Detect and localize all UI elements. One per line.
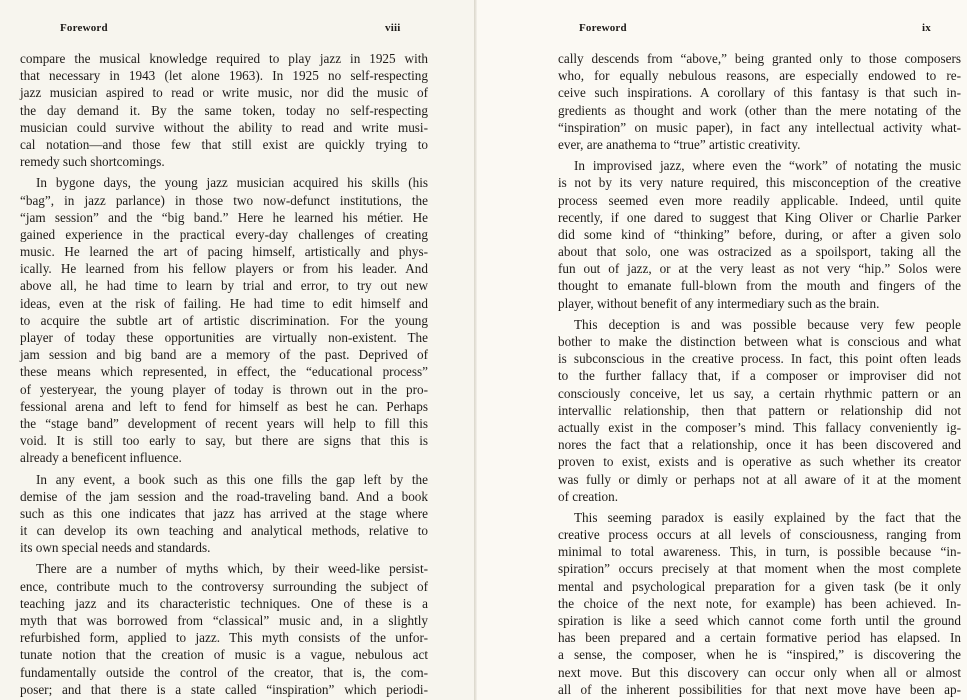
text-line: music. He learned the art of pacing himself, artistically and phys- xyxy=(20,244,428,260)
text-line: has been prepared and a certain formative period has elapsed. In xyxy=(558,630,961,646)
text-line: ence, contribute much to the controversy surrounding the subject of xyxy=(20,578,428,594)
text-line: musician could survive without the ability to read and write musi- xyxy=(20,119,428,135)
text-line: player, without benefit of any intermediary such as the brain. xyxy=(558,295,880,311)
text-line: ideas, even at the risk of failing. He had time to edit himself and xyxy=(20,295,428,311)
text-line: cal notation—and those few that still exist are quickly trying to xyxy=(20,136,428,152)
text-line: is subconscious in the creative process. In fact, this point often leads xyxy=(558,351,961,367)
text-line: myth that was borrowed from “classical” music and, in a slightly xyxy=(20,613,428,628)
right-page-number: ix xyxy=(922,22,931,34)
text-line: “inspiration” on music paper), in fact any intellectual activity what- xyxy=(558,119,961,135)
text-line: “bag”, in jazz parlance) in those two now-defunct institutions, the xyxy=(20,192,428,208)
text-line: compare the musical knowledge required to play jazz in 1925 with xyxy=(20,51,428,66)
text-line: minimal to total awareness. This, in turn, is possible because “in- xyxy=(558,544,961,560)
text-line: gained experience in the practical every-day challenges of creating xyxy=(20,226,428,242)
text-line: is not by its very nature required, this misconception of the creative xyxy=(558,175,961,191)
text-line: actually exist in the composer’s mind. This fallacy conveniently ig- xyxy=(558,419,961,435)
text-line: ever, are anathema to “true” artistic creativity. xyxy=(558,136,801,152)
right-running-header: Foreword xyxy=(579,22,627,34)
text-line: remedy such shortcomings. xyxy=(20,154,165,170)
text-line: already a beneficent influence. xyxy=(20,450,182,466)
text-line: the day demand it. By the same token, today no self-respecting xyxy=(20,102,428,118)
text-line: to the further fallacy that, if a composer or improviser did not xyxy=(558,368,961,384)
text-line: all of the inherent possibilities for that next move have been ap- xyxy=(558,681,961,697)
right-page-body xyxy=(558,50,961,698)
text-line: tunate notion that the creation of music is a vague, nebulous act xyxy=(20,647,428,663)
left-page-body xyxy=(20,50,428,698)
text-line: teaching jazz and its characteristic techniques. One of these is a xyxy=(20,595,428,611)
text-line: ceive such inspirations. A corollary of this fantasy is that such in- xyxy=(558,85,961,101)
text-line: to acquire the subtle art of artistic discrimination. For the young xyxy=(20,312,428,328)
text-line: intervallic relationship, then that pattern or relationship did not xyxy=(558,402,961,418)
text-line: these means which represented, in effect, the “educational process” xyxy=(20,364,428,380)
text-line: player of today these opportunities are virtually non-existent. The xyxy=(20,330,428,345)
text-line: recently, if one dared to suggest that King Oliver or Charlie Parker xyxy=(558,209,961,225)
text-line: was fully or dimly or perhaps not at all aware of it at the moment xyxy=(558,471,961,487)
text-line: next move. But this discovery can occur only when all or almost xyxy=(558,664,961,680)
text-line: jazz musician aspired to read or write music, nor did the music of xyxy=(20,85,428,101)
text-line: void. It is still too early to say, but there are signs that this is xyxy=(20,433,428,449)
text-line: bother to make the distinction between what is conscious and what xyxy=(558,334,961,349)
text-line: ically. He learned from his fellow players or from his leader. And xyxy=(20,261,428,277)
text-line: poser; and that there is a state called “inspiration” which periodi- xyxy=(20,681,428,697)
text-line: cally descends from “above,” being granted only to those composers xyxy=(558,51,961,66)
text-line: gredients as thought and work (other than the mere notating of the xyxy=(558,102,961,118)
text-line: about that solo, one was ostracized as a spoilsport, taking all the xyxy=(558,244,961,260)
text-line: of creation. xyxy=(558,488,619,504)
text-line: This deception is and was possible because very few people xyxy=(574,316,961,332)
text-line: demise of the jam session and the road-traveling band. And a book xyxy=(20,488,428,504)
text-line: above all, he had time to learn by trial and error, to try out new xyxy=(20,278,428,294)
text-line: spiration is like a seed which cannot come forth until the ground xyxy=(558,613,961,628)
text-line: thought to emanate full-blown from the mouth and fingers of the xyxy=(558,278,961,294)
text-line: fundamentally outside the control of the creator, that is, the com- xyxy=(20,664,428,680)
text-line: In improvised jazz, where even the “work” of notating the music xyxy=(574,158,961,174)
text-line: mental and psychological preparation for a given task (be it only xyxy=(558,578,961,594)
text-line: its own special needs and standards. xyxy=(20,540,211,556)
text-line: who, for equally nebulous reasons, are especially endowed to re- xyxy=(558,68,961,84)
right-page xyxy=(477,0,967,700)
text-line: it can develop its own teaching and analytical methods, relative to xyxy=(20,523,428,539)
text-line: a sense, the composer, when he is “inspired,” is discovering the xyxy=(558,647,961,663)
left-running-header: Foreword xyxy=(60,22,108,34)
left-page xyxy=(0,0,476,700)
text-line: the choice of the next note, for example) has been achieved. In- xyxy=(558,595,961,611)
text-line: spiration” occurs precisely at that moment when the most complete xyxy=(558,561,961,577)
text-line: consciously conceive, let us say, a certain rhythmic pattern or an xyxy=(558,385,961,401)
text-line: “jam session” and the “big band.” Here he learned his métier. He xyxy=(20,209,428,225)
text-line: fun out of jazz, or at the very least as not very “hip.” Solos were xyxy=(558,261,961,277)
text-line: fessional arena and left to fend for himself as best he can. Perhaps xyxy=(20,398,428,414)
text-line: that necessary in 1943 (let alone 1963). In 1925 no self-respecting xyxy=(20,68,428,84)
text-line: such as this one indicates that jazz has arrived at the stage where xyxy=(20,505,428,521)
text-line: refurbished form, applied to jazz. This myth consists of the unfor- xyxy=(20,630,428,646)
text-line: of yesteryear, the young player of today is thrown out in the pro- xyxy=(20,381,428,397)
text-line: creative process occurs at all levels of consciousness, ranging from xyxy=(558,527,961,543)
text-line: the “stage band” development of recent years will help to fill this xyxy=(20,415,428,431)
left-page-number: viii xyxy=(385,22,401,34)
text-line: nores the fact that a relationship, once it has been discovered and xyxy=(558,437,961,453)
text-line: There are a number of myths which, by their weed-like persist- xyxy=(36,561,428,577)
text-line: In any event, a book such as this one fills the gap left by the xyxy=(36,471,428,487)
text-line: This seeming paradox is easily explained by the fact that the xyxy=(574,509,961,525)
text-line: proven to exist, exists and is operative as such whether its creator xyxy=(558,454,961,470)
text-line: In bygone days, the young jazz musician acquired his skills (his xyxy=(36,175,428,191)
text-line: jam session and big band are a memory of the past. Deprived of xyxy=(20,347,428,363)
text-line: process seemed even more readily applicable. Indeed, until quite xyxy=(558,192,961,208)
text-line: did some kind of “thinking” before, during, or after a given solo xyxy=(558,226,961,242)
